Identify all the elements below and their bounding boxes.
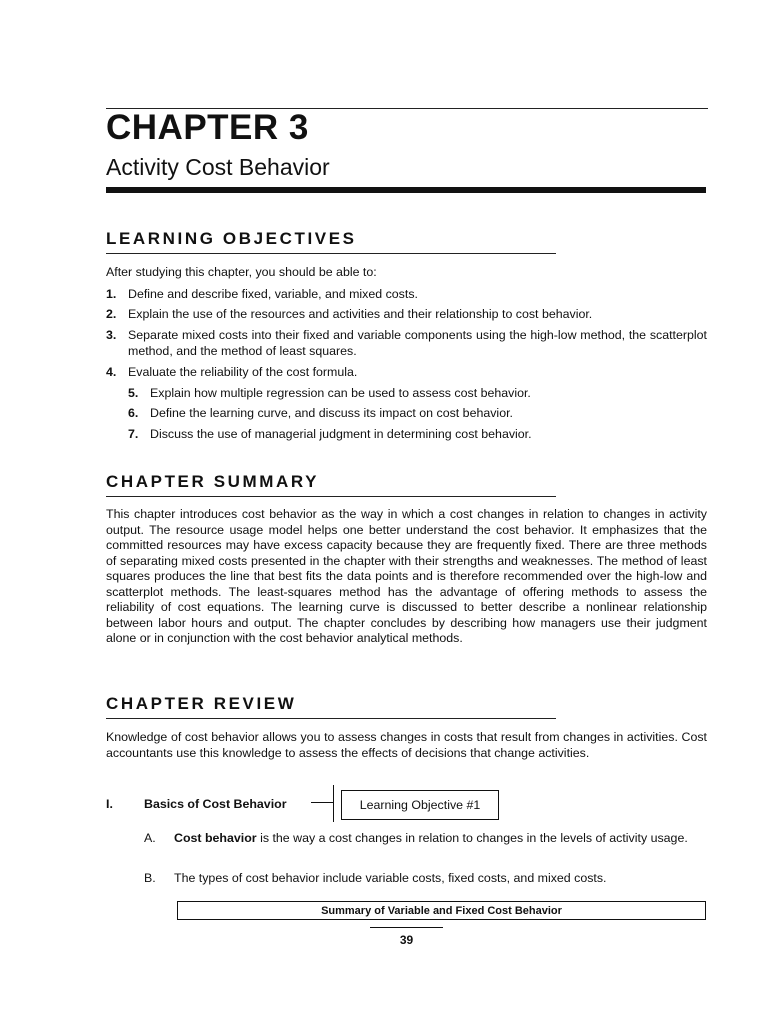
objective-text: Discuss the use of managerial judgment in determining cost behavior. xyxy=(150,427,532,441)
objective-number: 7. xyxy=(128,427,139,441)
outline-numeral: I. xyxy=(106,797,113,811)
chapter-summary-heading: CHAPTER SUMMARY xyxy=(106,472,556,497)
objective-text: Separate mixed costs into their fixed and variable components using the high-low method, the scatterplot method, and the method of least squares. xyxy=(128,328,707,358)
connector-bar xyxy=(333,785,334,822)
chapter-review-text: Knowledge of cost behavior allows you to assess changes in costs that result from changes in activities. Cost accountants use this knowledge to assess the effects of decisions that change activities. xyxy=(106,730,707,760)
chapter-summary-text: This chapter introduces cost behavior as the way in which a cost changes in relation to changes in activity output. The resource usage model helps one better understand the cost behavior. It emphasizes that the committed resources may have excess capacity because they are frequently fixed. There are three methods of separating mixed costs presented in the chapter with their strengths and weaknesses. The method of least squares produces the line that best fits the data points and is therefore recommended over the high-low and scatterplot methods. The least-squares method has the advantage of offering methods to assess the reliability of cost equations. The learning curve is discussed to better describe a nonlinear relationship between labor hours and output. The chapter concludes by describing how managers use their judgment alone or in conjunction with the cost behavior analytical methods. xyxy=(106,507,707,645)
objective-number: 1. xyxy=(106,287,117,301)
objective-number: 4. xyxy=(106,365,117,379)
outline-item-a xyxy=(174,831,707,847)
objective-number: 2. xyxy=(106,307,117,321)
objective-number: 6. xyxy=(128,406,139,420)
objective-text: Define the learning curve, and discuss its impact on cost behavior. xyxy=(150,406,513,420)
objective-text: Evaluate the reliability of the cost formula. xyxy=(128,365,358,379)
objective-text: Define and describe fixed, variable, and mixed costs. xyxy=(128,287,418,301)
chapter-title: CHAPTER 3 xyxy=(106,108,309,147)
outline-letter: A. xyxy=(144,831,156,845)
objective-number: 3. xyxy=(106,328,117,342)
objective-text: Explain how multiple regression can be used to assess cost behavior. xyxy=(150,386,531,400)
title-underline xyxy=(106,187,706,193)
objective-item xyxy=(106,287,707,303)
objective-item xyxy=(128,406,707,422)
objective-item xyxy=(106,365,707,381)
objective-item xyxy=(128,386,707,402)
outline-item-a-text: is the way a cost changes in relation to changes in the levels of activity usage. xyxy=(256,831,688,845)
table-title-box: Summary of Variable and Fixed Cost Behavior xyxy=(177,901,706,920)
outline-letter: B. xyxy=(144,871,156,885)
page-number: 39 xyxy=(399,933,414,947)
key-term: Cost behavior xyxy=(174,831,257,845)
objective-item xyxy=(128,427,707,443)
objective-item xyxy=(106,328,707,359)
chapter-review-heading: CHAPTER REVIEW xyxy=(106,694,556,719)
footer-rule xyxy=(370,927,443,928)
objectives-intro: After studying this chapter, you should be able to: xyxy=(106,265,377,279)
learning-objectives-heading: LEARNING OBJECTIVES xyxy=(106,229,556,254)
outline-heading: Basics of Cost Behavior xyxy=(144,797,287,811)
chapter-subtitle: Activity Cost Behavior xyxy=(106,154,330,180)
outline-item-b: The types of cost behavior include variable costs, fixed costs, and mixed costs. xyxy=(174,871,607,885)
objective-text: Explain the use of the resources and activities and their relationship to cost behavior. xyxy=(128,307,593,321)
objective-item xyxy=(106,307,707,323)
objective-number: 5. xyxy=(128,386,139,400)
learning-objective-box: Learning Objective #1 xyxy=(341,790,499,820)
connector-line xyxy=(311,802,333,803)
